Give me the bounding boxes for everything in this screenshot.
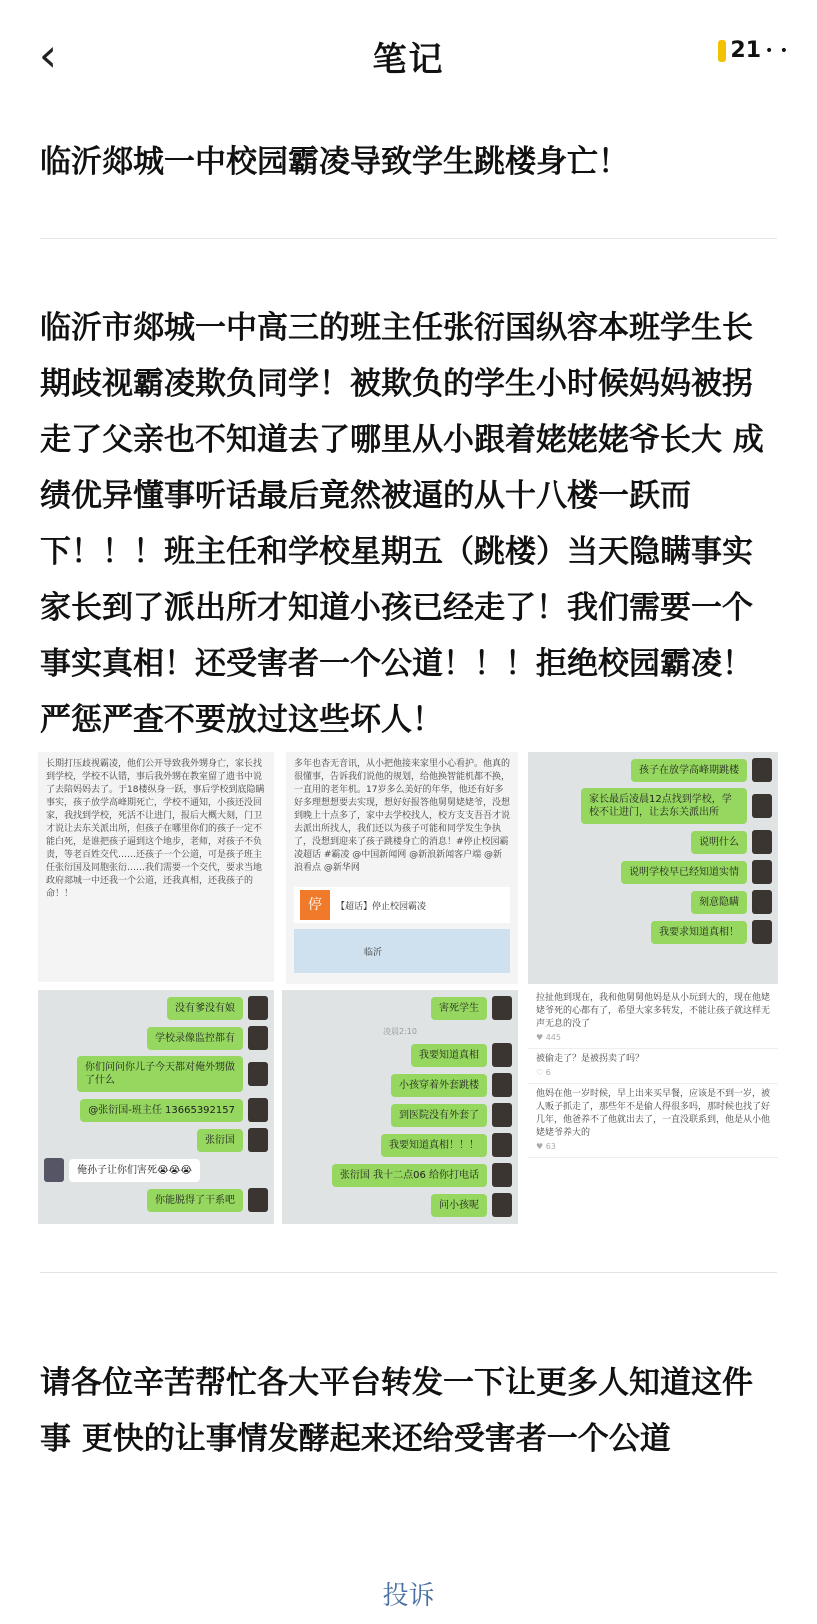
chat-row (534, 788, 772, 824)
avatar (752, 758, 772, 782)
screenshot-paragraph: 长期打压歧视霸凌，他们公开导致我外甥身亡，家长找到学校，学校不认错，事后我外甥在教室留了遗书中说了去陪妈妈去了。于18楼纵身一跃，事后学校到底隐瞒事实，孩子放学高峰期死亡，学校不通知，小孩还没回家，我找到学校，死活不让进门，报后大概大刻，门卫才说让去东关派出所，但孩子在哪里你们的孩子一定不能白死，是谁把孩子逼到这个地步，老师，对孩子不负责，等老百姓交代……还孩子一个公道，可是孩子班主任张衍国及同胞张衍……我们需要一个交代，要求当地政府郯城一中还我一个公道，还我真相，还我孩子的命！！ (46, 759, 265, 899)
chat-bubble: 你们问问你儿子今天都对俺外甥做了什么 (77, 1056, 243, 1092)
back-arrow-icon[interactable]: ‹ (38, 28, 58, 82)
avatar (248, 1062, 268, 1086)
avatar (248, 1098, 268, 1122)
screenshot-paragraph: 多年也杳无音讯，从小把他接来家里小心看护。他真的很懂事，告诉我们说他的规划，给他换智能机都不换，一直用的老年机。17岁多么美好的年华，他还有好多好多理想想要去实现，想好好报答他舅舅姥姥爷，没想到晚上十点多了，家中去学校找人，校方支支吾吾才说去派出所找人，我们还以为孩子可能和同学发生争执了，没想到迎来了孩子跳楼身亡的消息！#停止校园霸凌超话 #霸凌 @中国新闻网 @新浪新闻客户端 @新浪看点 @新华网 (294, 759, 511, 873)
battery-icon (718, 40, 726, 62)
screenshot-text-1[interactable] (38, 752, 274, 982)
chat-row (288, 996, 512, 1020)
chat-bubble: 刻意隐瞒 (691, 891, 747, 914)
chat-bubble: 我要知道真相！！！ (381, 1134, 487, 1157)
chat-bubble: 我要知道真相 (411, 1044, 487, 1067)
chat-row (288, 1103, 512, 1127)
like-count[interactable]: ♥ 63 (536, 1142, 556, 1151)
screenshot-chat-3[interactable] (528, 752, 778, 984)
chat-bubble: 俺孙子让你们害死😭😭😭 (69, 1159, 200, 1182)
screenshot-collage[interactable] (38, 752, 778, 1227)
chat-bubble: 没有爹没有娘 (167, 997, 243, 1020)
divider (40, 238, 777, 239)
chat-row (288, 1073, 512, 1097)
chat-bubble: @张衍国-班主任 13665392157 (80, 1099, 243, 1122)
chat-bubble: 孩子在放学高峰期跳楼 (631, 759, 747, 782)
avatar (752, 830, 772, 854)
report-link[interactable]: 投诉 (382, 1581, 435, 1611)
topic-icon: 停 (300, 890, 330, 920)
topic-card[interactable] (294, 887, 510, 923)
status-number: 21 (730, 38, 762, 63)
comment-text: 他妈在他一岁时候，早上出来买早餐，应该是不到一岁，被人贩子抓走了，那些年不是偷人得很多吗，那时候也找了好几年，他爸养不了他就出去了，一直没联系到，他是从小他姥姥爷养大的 (536, 1089, 771, 1138)
chat-bubble: 害死学生 (431, 997, 487, 1020)
screenshot-comments-6[interactable] (528, 988, 778, 1224)
chat-row (534, 758, 772, 782)
avatar (492, 1073, 512, 1097)
comment-text: 被偷走了？是被拐卖了吗？ (536, 1054, 645, 1064)
page-title: 笔记 (372, 40, 445, 80)
avatar (752, 920, 772, 944)
post-footer-text: 请各位辛苦帮忙各大平台转发一下让更多人知道这件事 更快的让事情发酵起来还给受害者一个公道 (40, 1365, 753, 1457)
chat-bubble: 你能脱得了干系吧 (147, 1189, 243, 1212)
screenshot-chat-5[interactable] (282, 990, 518, 1224)
divider (40, 1272, 777, 1273)
chat-row (44, 1098, 268, 1122)
avatar (248, 1188, 268, 1212)
more-dots-icon[interactable]: • • (765, 42, 789, 59)
avatar (248, 996, 268, 1020)
comment-item (528, 1049, 778, 1084)
chat-row (534, 860, 772, 884)
avatar (492, 1133, 512, 1157)
location-map[interactable] (294, 929, 510, 973)
avatar (248, 1026, 268, 1050)
screenshot-chat-4[interactable] (38, 990, 274, 1224)
chat-row (44, 1188, 268, 1212)
chat-row (44, 1056, 268, 1092)
chat-row (44, 1128, 268, 1152)
chat-row (534, 920, 772, 944)
chat-bubble: 说明学校早已经知道实情 (621, 861, 747, 884)
chat-timestamp: 凌晨2:10 (383, 1027, 417, 1036)
chat-row (288, 1193, 512, 1217)
screenshot-text-2[interactable] (286, 752, 518, 984)
status-indicator (718, 38, 789, 63)
chat-bubble: 张衍国 我十二点06 给你打电话 (332, 1164, 487, 1187)
chat-row (288, 1163, 512, 1187)
like-count[interactable]: ♡ 6 (536, 1068, 551, 1077)
comment-text: 拉扯他到现在，我和他舅舅他妈是从小玩到大的，现在他姥姥爷死的心都有了，希望大家多转发，不能让孩子就这样无声无息的没了 (536, 993, 771, 1029)
avatar (492, 1103, 512, 1127)
avatar (492, 1193, 512, 1217)
avatar (752, 794, 772, 818)
avatar (248, 1128, 268, 1152)
chat-row (534, 890, 772, 914)
chat-bubble: 张衍国 (197, 1129, 243, 1152)
map-label: 临沂 (364, 948, 383, 958)
chat-row (534, 830, 772, 854)
chat-bubble: 小孩穿着外套跳楼 (391, 1074, 487, 1097)
topic-title: 【超话】停止校园霸凌 (336, 901, 427, 912)
chat-row (288, 1133, 512, 1157)
chat-bubble: 家长最后凌晨12点找到学校，学校不让进门，让去东关派出所 (581, 788, 747, 824)
chat-bubble: 我要求知道真相！ (651, 921, 747, 944)
post-body: 临沂市郯城一中高三的班主任张衍国纵容本班学生长期歧视霸凌欺负同学！被欺负的学生小时候妈妈被拐走了父亲也不知道去了哪里从小跟着姥姥姥爷长大 成绩优异懂事听话最后竟然被逼的从十八楼一跃而下！！！班主任和学校星期五（跳楼）当天隐瞒事实 家长到了派出所才知道小孩已经走了！我们需要一个事实真相！还受害者一个公道！！！拒绝校园霸凌！严惩严查不要放过这些坏人！ (40, 310, 764, 738)
chat-row (288, 1043, 512, 1067)
comment-item (528, 988, 778, 1049)
chat-bubble: 学校录像监控都有 (147, 1027, 243, 1050)
avatar (752, 860, 772, 884)
avatar (492, 1043, 512, 1067)
avatar (492, 996, 512, 1020)
chat-bubble: 问小孩呢 (431, 1194, 487, 1217)
chat-row (44, 1026, 268, 1050)
top-nav-bar (0, 0, 817, 112)
chat-row (44, 1158, 268, 1182)
chat-bubble: 到医院没有外套了 (391, 1104, 487, 1127)
avatar (752, 890, 772, 914)
comment-item (528, 1084, 778, 1158)
post-headline: 临沂郯城一中校园霸凌导致学生跳楼身亡！ (40, 144, 629, 180)
chat-row (44, 996, 268, 1020)
like-count[interactable]: ♥ 445 (536, 1033, 561, 1042)
avatar (44, 1158, 64, 1182)
chat-bubble: 说明什么 (691, 831, 747, 854)
avatar (492, 1163, 512, 1187)
